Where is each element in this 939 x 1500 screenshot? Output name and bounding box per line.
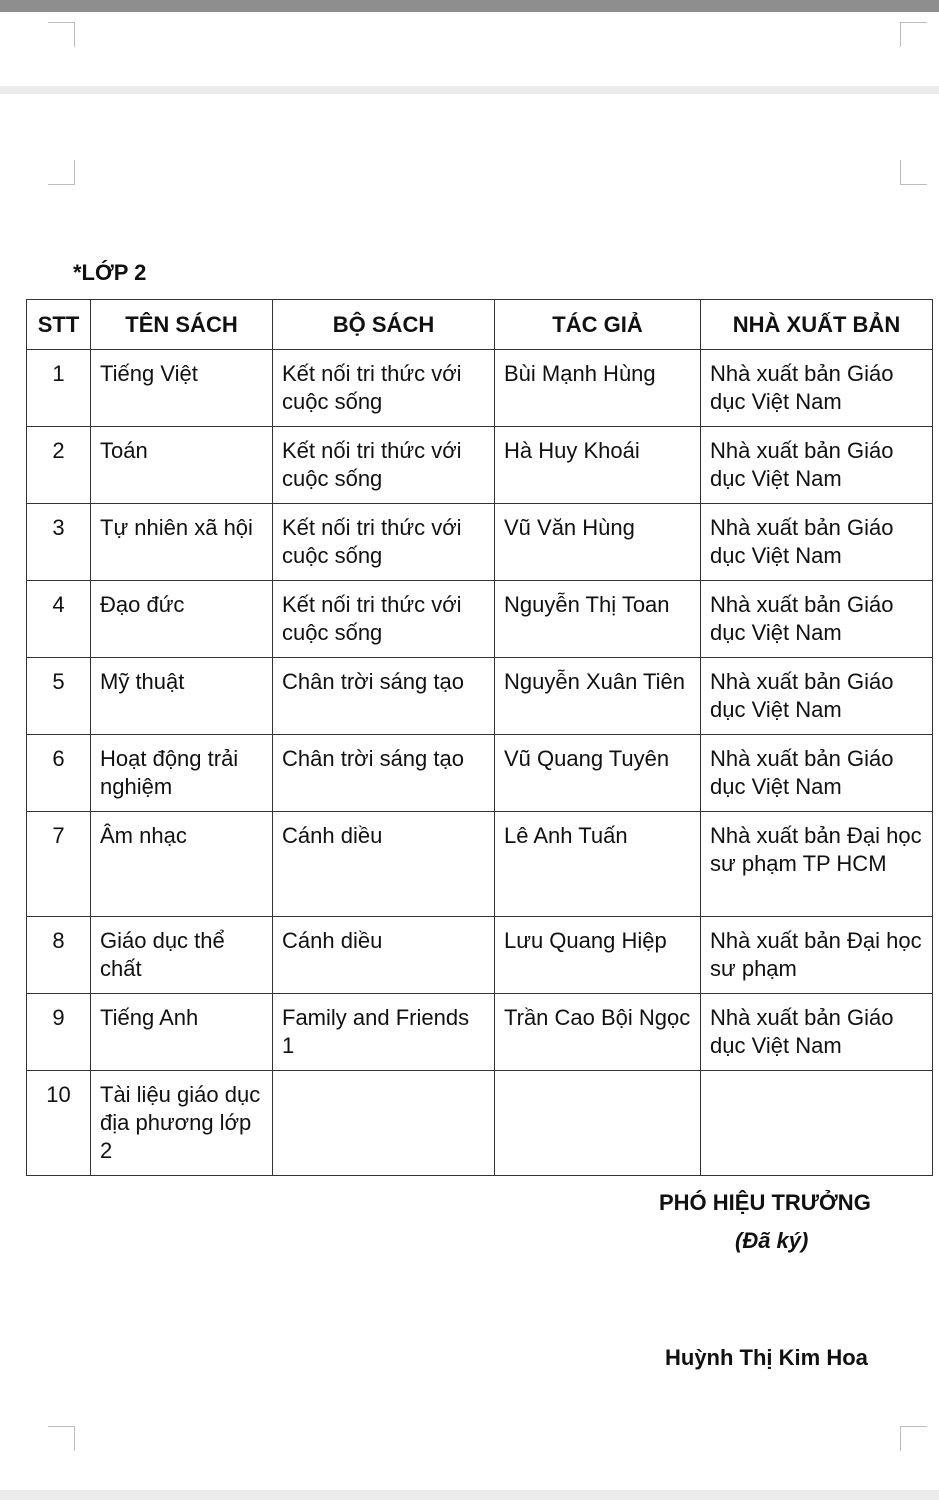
cell-ten-sach: Hoạt động trải nghiệm xyxy=(91,735,273,812)
cell-tac-gia: Nguyễn Thị Toan xyxy=(495,581,701,658)
cell-ten-sach: Toán xyxy=(91,427,273,504)
table-row xyxy=(27,581,933,658)
cell-bo-sach: Chân trời sáng tạo xyxy=(273,735,495,812)
cell-stt: 6 xyxy=(27,735,91,812)
cell-bo-sach: Cánh diều xyxy=(273,812,495,917)
cell-tac-gia: Vũ Quang Tuyên xyxy=(495,735,701,812)
cell-nxb xyxy=(701,1071,933,1176)
table-row xyxy=(27,427,933,504)
table-row xyxy=(27,994,933,1071)
cell-tac-gia: Nguyễn Xuân Tiên xyxy=(495,658,701,735)
cell-bo-sach: Kết nối tri thức với cuộc sống xyxy=(273,350,495,427)
cell-nxb: Nhà xuất bản Giáo dục Việt Nam xyxy=(701,658,933,735)
cell-ten-sach: Âm nhạc xyxy=(91,812,273,917)
cell-stt: 10 xyxy=(27,1071,91,1176)
cell-bo-sach: Cánh diều xyxy=(273,917,495,994)
cell-tac-gia: Bùi Mạnh Hùng xyxy=(495,350,701,427)
cell-ten-sach: Tự nhiên xã hội xyxy=(91,504,273,581)
table-row xyxy=(27,658,933,735)
cell-nxb: Nhà xuất bản Đại học sư phạm TP HCM xyxy=(701,812,933,917)
cell-stt: 5 xyxy=(27,658,91,735)
cell-stt: 2 xyxy=(27,427,91,504)
page-separator xyxy=(0,86,939,94)
status-bar xyxy=(0,0,939,12)
cell-stt: 4 xyxy=(27,581,91,658)
cell-bo-sach xyxy=(273,1071,495,1176)
header-tac-gia: TÁC GIẢ xyxy=(495,300,701,350)
cell-nxb: Nhà xuất bản Giáo dục Việt Nam xyxy=(701,427,933,504)
page-corner-mark xyxy=(48,160,75,185)
textbook-table xyxy=(26,299,933,1176)
cell-stt: 9 xyxy=(27,994,91,1071)
cell-nxb: Nhà xuất bản Giáo dục Việt Nam xyxy=(701,581,933,658)
table-header-row xyxy=(27,300,933,350)
header-stt: STT xyxy=(27,300,91,350)
page-corner-mark xyxy=(48,1426,75,1451)
cell-stt: 1 xyxy=(27,350,91,427)
signer-name: Huỳnh Thị Kim Hoa xyxy=(665,1345,868,1370)
signature-note: (Đã ký) xyxy=(735,1228,809,1253)
table-row xyxy=(27,350,933,427)
cell-tac-gia: Vũ Văn Hùng xyxy=(495,504,701,581)
header-nha-xuat-ban: NHÀ XUẤT BẢN xyxy=(701,300,933,350)
cell-tac-gia: Lê Anh Tuấn xyxy=(495,812,701,917)
table-row xyxy=(27,812,933,917)
cell-stt: 8 xyxy=(27,917,91,994)
table-row xyxy=(27,1071,933,1176)
cell-ten-sach: Tiếng Việt xyxy=(91,350,273,427)
table-row xyxy=(27,504,933,581)
cell-bo-sach: Kết nối tri thức với cuộc sống xyxy=(273,581,495,658)
table-row xyxy=(27,917,933,994)
cell-tac-gia: Trần Cao Bội Ngọc xyxy=(495,994,701,1071)
cell-ten-sach: Đạo đức xyxy=(91,581,273,658)
cell-ten-sach: Tài liệu giáo dục địa phương lớp 2 xyxy=(91,1071,273,1176)
cell-nxb: Nhà xuất bản Giáo dục Việt Nam xyxy=(701,994,933,1071)
cell-ten-sach: Giáo dục thể chất xyxy=(91,917,273,994)
cell-nxb: Nhà xuất bản Giáo dục Việt Nam xyxy=(701,735,933,812)
signature-title: PHÓ HIỆU TRƯỞNG xyxy=(659,1190,871,1215)
cell-ten-sach: Tiếng Anh xyxy=(91,994,273,1071)
cell-nxb: Nhà xuất bản Giáo dục Việt Nam xyxy=(701,350,933,427)
header-bo-sach: BỘ SÁCH xyxy=(273,300,495,350)
section-title: *LỚP 2 xyxy=(73,260,147,285)
cell-tac-gia: Lưu Quang Hiệp xyxy=(495,917,701,994)
cell-nxb: Nhà xuất bản Đại học sư phạm xyxy=(701,917,933,994)
table-row xyxy=(27,735,933,812)
cell-bo-sach: Kết nối tri thức với cuộc sống xyxy=(273,504,495,581)
page-corner-mark xyxy=(48,22,75,47)
cell-ten-sach: Mỹ thuật xyxy=(91,658,273,735)
cell-tac-gia xyxy=(495,1071,701,1176)
cell-nxb: Nhà xuất bản Giáo dục Việt Nam xyxy=(701,504,933,581)
page-separator xyxy=(0,1490,939,1500)
header-ten-sach: TÊN SÁCH xyxy=(91,300,273,350)
cell-bo-sach: Chân trời sáng tạo xyxy=(273,658,495,735)
cell-tac-gia: Hà Huy Khoái xyxy=(495,427,701,504)
cell-bo-sach: Kết nối tri thức với cuộc sống xyxy=(273,427,495,504)
cell-stt: 7 xyxy=(27,812,91,917)
page-corner-mark xyxy=(900,1426,927,1451)
page-corner-mark xyxy=(900,22,927,47)
cell-stt: 3 xyxy=(27,504,91,581)
cell-bo-sach: Family and Friends 1 xyxy=(273,994,495,1071)
page-corner-mark xyxy=(900,160,927,185)
